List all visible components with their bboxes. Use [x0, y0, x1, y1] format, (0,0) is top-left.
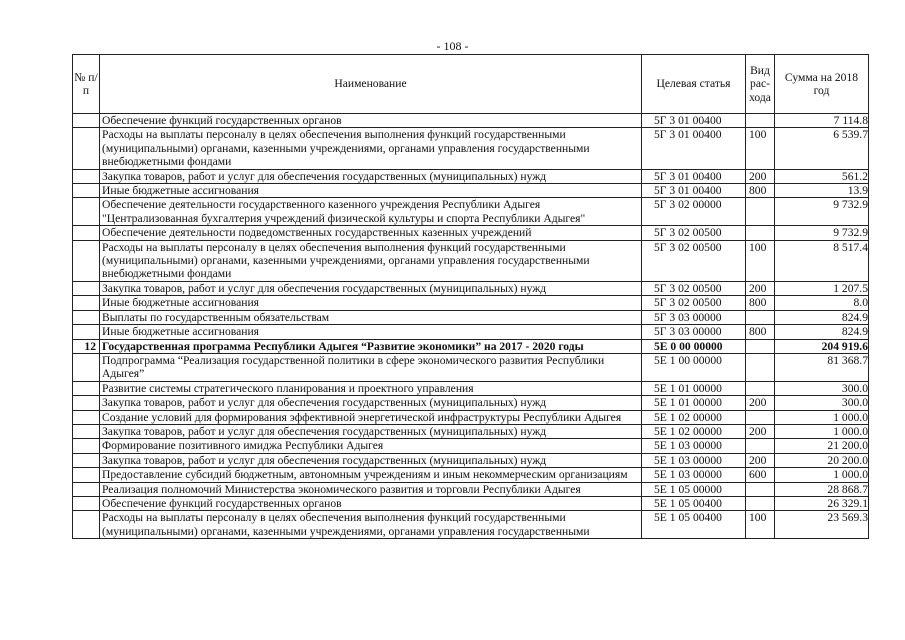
table-row: [73, 240, 869, 281]
row-vid-cell: 800: [746, 296, 775, 310]
table-row: [73, 310, 869, 324]
row-num-cell: [73, 114, 100, 128]
row-vid-cell: 100: [746, 240, 775, 281]
row-vid-cell: 200: [746, 396, 775, 410]
table-row: [73, 381, 869, 395]
row-code-cell: 5Г 3 03 00000: [642, 310, 746, 324]
row-name-cell: Развитие системы стратегического планирования и проектного управления: [100, 381, 642, 395]
row-vid-cell: 800: [746, 184, 775, 198]
row-vid-cell: [746, 439, 775, 453]
row-sum-cell: 1 000.0: [775, 410, 869, 424]
row-sum-cell: 824.9: [775, 325, 869, 339]
row-vid-cell: [746, 226, 775, 240]
row-sum-cell: 1 000.0: [775, 424, 869, 438]
row-num-cell: [73, 310, 100, 324]
table-row: [73, 226, 869, 240]
row-num-cell: [73, 410, 100, 424]
budget-table: [72, 54, 869, 539]
header-sum: Сумма на 2018 год: [775, 55, 869, 114]
row-code-cell: 5Г 3 01 00400: [642, 184, 746, 198]
row-name-cell: Выплаты по государственным обязательствам: [100, 310, 642, 324]
row-num-cell: [73, 482, 100, 496]
row-vid-cell: [746, 310, 775, 324]
row-num-cell: 12: [73, 339, 100, 353]
row-num-cell: [73, 496, 100, 510]
row-name-cell: Закупка товаров, работ и услуг для обеспечения государственных (муниципальных) нужд: [100, 281, 642, 295]
row-num-cell: [73, 281, 100, 295]
header-code: Целевая статья: [642, 55, 746, 114]
row-name-cell: Обеспечение функций государственных органов: [100, 496, 642, 510]
row-code-cell: 5Г 3 03 00000: [642, 325, 746, 339]
row-sum-cell: 13.9: [775, 184, 869, 198]
row-sum-cell: 6 539.7: [775, 128, 869, 169]
table-row: [73, 482, 869, 496]
row-code-cell: 5Г 3 01 00400: [642, 128, 746, 169]
row-vid-cell: [746, 410, 775, 424]
row-sum-cell: 28 868.7: [775, 482, 869, 496]
row-sum-cell: 1 000.0: [775, 468, 869, 482]
table-row: [73, 439, 869, 453]
row-sum-cell: 23 569.3: [775, 511, 869, 539]
row-name-cell: Закупка товаров, работ и услуг для обеспечения государственных (муниципальных) нужд: [100, 424, 642, 438]
table-row: [73, 281, 869, 295]
row-sum-cell: 8 517.4: [775, 240, 869, 281]
table-row: [73, 353, 869, 381]
table-row: [73, 296, 869, 310]
row-code-cell: 5Г 3 01 00400: [642, 169, 746, 183]
row-name-cell: Закупка товаров, работ и услуг для обеспечения государственных (муниципальных) нужд: [100, 396, 642, 410]
row-num-cell: [73, 169, 100, 183]
row-sum-cell: 21 200.0: [775, 439, 869, 453]
row-code-cell: 5Е 1 05 00400: [642, 511, 746, 539]
row-code-cell: 5Г 3 02 00500: [642, 281, 746, 295]
row-sum-cell: 20 200.0: [775, 453, 869, 467]
row-num-cell: [73, 226, 100, 240]
table-row: [73, 511, 869, 539]
row-num-cell: [73, 396, 100, 410]
row-num-cell: [73, 184, 100, 198]
table-row: [73, 496, 869, 510]
row-code-cell: 5Е 1 01 00000: [642, 381, 746, 395]
row-sum-cell: 81 368.7: [775, 353, 869, 381]
row-vid-cell: 200: [746, 424, 775, 438]
row-name-cell: Создание условий для формирования эффективной энергетической инфраструктуры Республики Адыгея: [100, 410, 642, 424]
row-sum-cell: 1 207.5: [775, 281, 869, 295]
row-num-cell: [73, 468, 100, 482]
row-code-cell: 5Г 3 02 00000: [642, 198, 746, 226]
row-num-cell: [73, 381, 100, 395]
row-num-cell: [73, 198, 100, 226]
header-vid: Вид рас-хода: [746, 55, 775, 114]
row-num-cell: [73, 439, 100, 453]
row-num-cell: [73, 424, 100, 438]
row-code-cell: 5Г 3 02 00500: [642, 240, 746, 281]
row-num-cell: [73, 325, 100, 339]
row-code-cell: 5Е 1 05 00000: [642, 482, 746, 496]
row-code-cell: 5Е 1 05 00400: [642, 496, 746, 510]
row-name-cell: Подпрограмма “Реализация государственной политики в сфере экономического развития Республики Адыгея”: [100, 353, 642, 381]
row-sum-cell: 26 329.1: [775, 496, 869, 510]
table-body: [73, 114, 869, 539]
table-row: [73, 396, 869, 410]
row-name-cell: Обеспечение функций государственных органов: [100, 114, 642, 128]
row-code-cell: 5Е 1 00 00000: [642, 353, 746, 381]
table-row: [73, 198, 869, 226]
row-sum-cell: 8.0: [775, 296, 869, 310]
row-vid-cell: [746, 381, 775, 395]
header-name: Наименование: [100, 55, 642, 114]
row-vid-cell: [746, 339, 775, 353]
row-name-cell: Иные бюджетные ассигнования: [100, 296, 642, 310]
table-row: [73, 184, 869, 198]
row-name-cell: Закупка товаров, работ и услуг для обеспечения государственных (муниципальных) нужд: [100, 169, 642, 183]
row-vid-cell: 200: [746, 281, 775, 295]
row-code-cell: 5Г 3 01 00400: [642, 114, 746, 128]
row-vid-cell: 800: [746, 325, 775, 339]
row-name-cell: Иные бюджетные ассигнования: [100, 184, 642, 198]
row-vid-cell: 200: [746, 169, 775, 183]
row-code-cell: 5Е 1 02 00000: [642, 410, 746, 424]
row-vid-cell: 100: [746, 128, 775, 169]
table-row: [73, 410, 869, 424]
row-name-cell: Реализация полномочий Министерства экономического развития и торговли Республики Адыгея: [100, 482, 642, 496]
table-row: [73, 453, 869, 467]
row-name-cell: Закупка товаров, работ и услуг для обеспечения государственных (муниципальных) нужд: [100, 453, 642, 467]
row-vid-cell: [746, 198, 775, 226]
row-code-cell: 5Г 3 02 00500: [642, 226, 746, 240]
row-sum-cell: 9 732.9: [775, 198, 869, 226]
row-code-cell: 5Е 1 03 00000: [642, 453, 746, 467]
table-row: [73, 339, 869, 353]
row-name-cell: Государственная программа Республики Адыгея “Развитие экономики” на 2017 - 2020 годы: [100, 339, 642, 353]
row-name-cell: Обеспечение деятельности государственного казенного учреждения Республики Адыгея "Централизованная бухгалтерия учреждений физической культуры и спорта Республики Адыгея": [100, 198, 642, 226]
row-num-cell: [73, 296, 100, 310]
table-row: [73, 169, 869, 183]
row-vid-cell: [746, 482, 775, 496]
row-sum-cell: 204 919.6: [775, 339, 869, 353]
row-vid-cell: 200: [746, 453, 775, 467]
row-num-cell: [73, 353, 100, 381]
row-sum-cell: 9 732.9: [775, 226, 869, 240]
table-row: [73, 128, 869, 169]
row-code-cell: 5Е 1 03 00000: [642, 468, 746, 482]
row-name-cell: Расходы на выплаты персоналу в целях обеспечения выполнения функций государственными (муниципальными) органами, казенными учреждениями, органами управления государственными внебюджетными фондами: [100, 128, 642, 169]
row-vid-cell: 100: [746, 511, 775, 539]
row-sum-cell: 300.0: [775, 396, 869, 410]
row-name-cell: Формирование позитивного имиджа Республики Адыгея: [100, 439, 642, 453]
row-sum-cell: 300.0: [775, 381, 869, 395]
row-num-cell: [73, 453, 100, 467]
row-vid-cell: [746, 496, 775, 510]
row-code-cell: 5Е 1 01 00000: [642, 396, 746, 410]
table-row: [73, 325, 869, 339]
row-code-cell: 5Е 1 02 00000: [642, 424, 746, 438]
row-vid-cell: [746, 114, 775, 128]
row-vid-cell: 600: [746, 468, 775, 482]
row-sum-cell: 824.9: [775, 310, 869, 324]
row-vid-cell: [746, 353, 775, 381]
row-name-cell: Расходы на выплаты персоналу в целях обеспечения выполнения функций государственными (муниципальными) органами, казенными учреждениями, органами управления государственными: [100, 511, 642, 539]
row-name-cell: Иные бюджетные ассигнования: [100, 325, 642, 339]
table-row: [73, 114, 869, 128]
table-row: [73, 468, 869, 482]
row-name-cell: Обеспечение деятельности подведомственных государственных казенных учреждений: [100, 226, 642, 240]
row-num-cell: [73, 128, 100, 169]
row-name-cell: Расходы на выплаты персоналу в целях обеспечения выполнения функций государственными (муниципальными) органами, казенными учреждениями, органами управления государственными внебюджетными фондами: [100, 240, 642, 281]
page-number: - 108 -: [436, 39, 469, 53]
row-sum-cell: 7 114.8: [775, 114, 869, 128]
row-sum-cell: 561.2: [775, 169, 869, 183]
table-row: [73, 424, 869, 438]
header-num: № п/п: [73, 55, 100, 114]
row-num-cell: [73, 511, 100, 539]
table-header-row: [73, 55, 869, 114]
row-code-cell: 5Е 1 03 00000: [642, 439, 746, 453]
row-code-cell: 5Е 0 00 00000: [642, 339, 746, 353]
row-num-cell: [73, 240, 100, 281]
row-name-cell: Предоставление субсидий бюджетным, автономным учреждениям и иным некоммерческим организациям: [100, 468, 642, 482]
row-code-cell: 5Г 3 02 00500: [642, 296, 746, 310]
